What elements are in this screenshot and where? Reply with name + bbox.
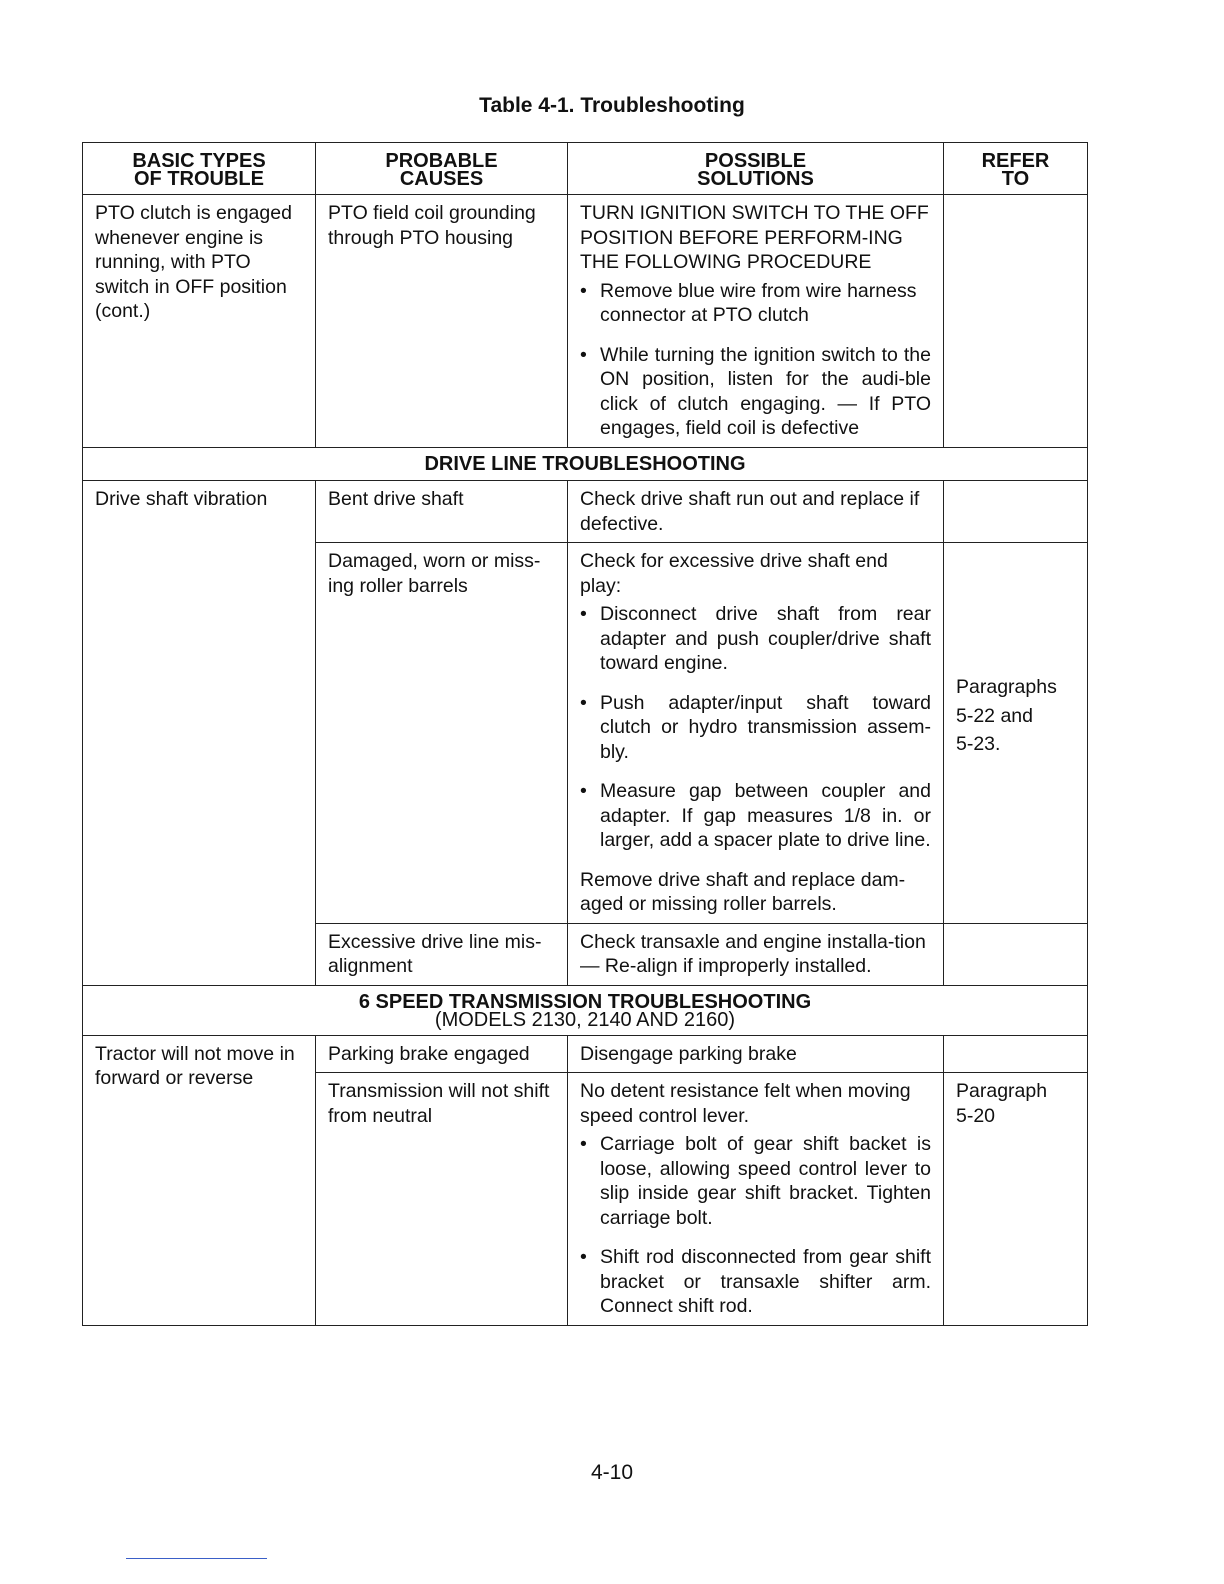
list-item: • Disconnect drive shaft from rear adapter and push coupler/drive shaft toward engine. bbox=[580, 603, 931, 674]
table-row bbox=[83, 481, 1088, 543]
solution-intro: TURN IGNITION SWITCH TO THE OFF POSITION BEFORE PERFORM-ING THE FOLLOWING PROCEDURE bbox=[580, 202, 929, 273]
trouble-cell: Tractor will not move in forward or reverse bbox=[83, 1035, 316, 1325]
cause-cell: PTO field coil grounding through PTO housing bbox=[316, 195, 568, 448]
header-basic-types: BASIC TYPES OF TROUBLE bbox=[83, 143, 316, 195]
list-item: • Measure gap between coupler and adapter. If gap measures 1/8 in. or larger, add a spacer plate to drive line. bbox=[580, 780, 931, 851]
cause-cell: Parking brake engaged bbox=[316, 1035, 568, 1073]
solution-intro: No detent resistance felt when moving speed control lever. bbox=[580, 1080, 911, 1127]
decorative-rule bbox=[126, 1558, 267, 1559]
refer-cell bbox=[944, 1035, 1088, 1073]
header-refer-to: REFER TO bbox=[944, 143, 1088, 195]
solution-cell bbox=[568, 1073, 944, 1326]
trouble-cell: Drive shaft vibration bbox=[83, 481, 316, 986]
refer-cell: Paragraph 5-20 bbox=[944, 1073, 1088, 1326]
list-item: • Push adapter/input shaft toward clutch or hydro transmission assem-bly. bbox=[580, 691, 931, 763]
solution-intro: Check for excessive drive shaft end play: bbox=[580, 550, 888, 597]
section-header-row bbox=[83, 448, 1088, 481]
header-probable-causes: PROBABLE CAUSES bbox=[316, 143, 568, 195]
solution-cell bbox=[568, 543, 944, 924]
trouble-cell: PTO clutch is engaged whenever engine is running, with PTO switch in OFF position (cont.) bbox=[83, 195, 316, 448]
list-item: • Shift rod disconnected from gear shift bracket or transaxle shifter arm. Connect shift rod. bbox=[580, 1246, 931, 1317]
solution-outro: Remove drive shaft and replace dam-aged or missing roller barrels. bbox=[580, 868, 906, 915]
cause-cell: Transmission will not shift from neutral bbox=[316, 1073, 568, 1326]
list-item: • Remove blue wire from wire harness connector at PTO clutch bbox=[580, 279, 917, 326]
page-number: 4-10 bbox=[590, 1461, 634, 1484]
refer-cell bbox=[944, 195, 1088, 448]
table-row bbox=[83, 195, 1088, 448]
troubleshooting-table bbox=[82, 142, 1088, 1326]
section-drive-line: DRIVE LINE TROUBLESHOOTING bbox=[83, 448, 1088, 481]
solution-cell: Disengage parking brake bbox=[568, 1035, 944, 1073]
section-header-row bbox=[83, 985, 1088, 1035]
header-possible-solutions: POSSIBLE SOLUTIONS bbox=[568, 143, 944, 195]
list-item: • Carriage bolt of gear shift backet is loose, allowing speed control lever to slip inside gear shift bracket. Tighten carriage bolt. bbox=[580, 1133, 931, 1229]
solution-cell: Check transaxle and engine installa-tion — Re-align if improperly installed. bbox=[568, 923, 944, 985]
table-row bbox=[83, 1035, 1088, 1073]
solution-cell: Check drive shaft run out and replace if defective. bbox=[568, 481, 944, 543]
refer-cell bbox=[944, 923, 1088, 985]
refer-cell: Paragraphs 5-22 and 5-23. bbox=[944, 543, 1088, 924]
header-row bbox=[83, 143, 1088, 195]
cause-cell: Bent drive shaft bbox=[316, 481, 568, 543]
cause-cell: Damaged, worn or miss-ing roller barrels bbox=[316, 543, 568, 924]
solution-cell bbox=[568, 195, 944, 448]
cause-cell: Excessive drive line mis-alignment bbox=[316, 923, 568, 985]
list-item: • While turning the ignition switch to the ON position, listen for the audi-ble click of clutch engaging. — If PTO engages, field coil is defective bbox=[580, 343, 931, 439]
section-transmission: 6 SPEED TRANSMISSION TROUBLESHOOTING (MODELS 2130, 2140 AND 2160) bbox=[83, 985, 1088, 1035]
refer-cell bbox=[944, 481, 1088, 543]
table-title: Table 4-1. Troubleshooting bbox=[479, 94, 745, 117]
